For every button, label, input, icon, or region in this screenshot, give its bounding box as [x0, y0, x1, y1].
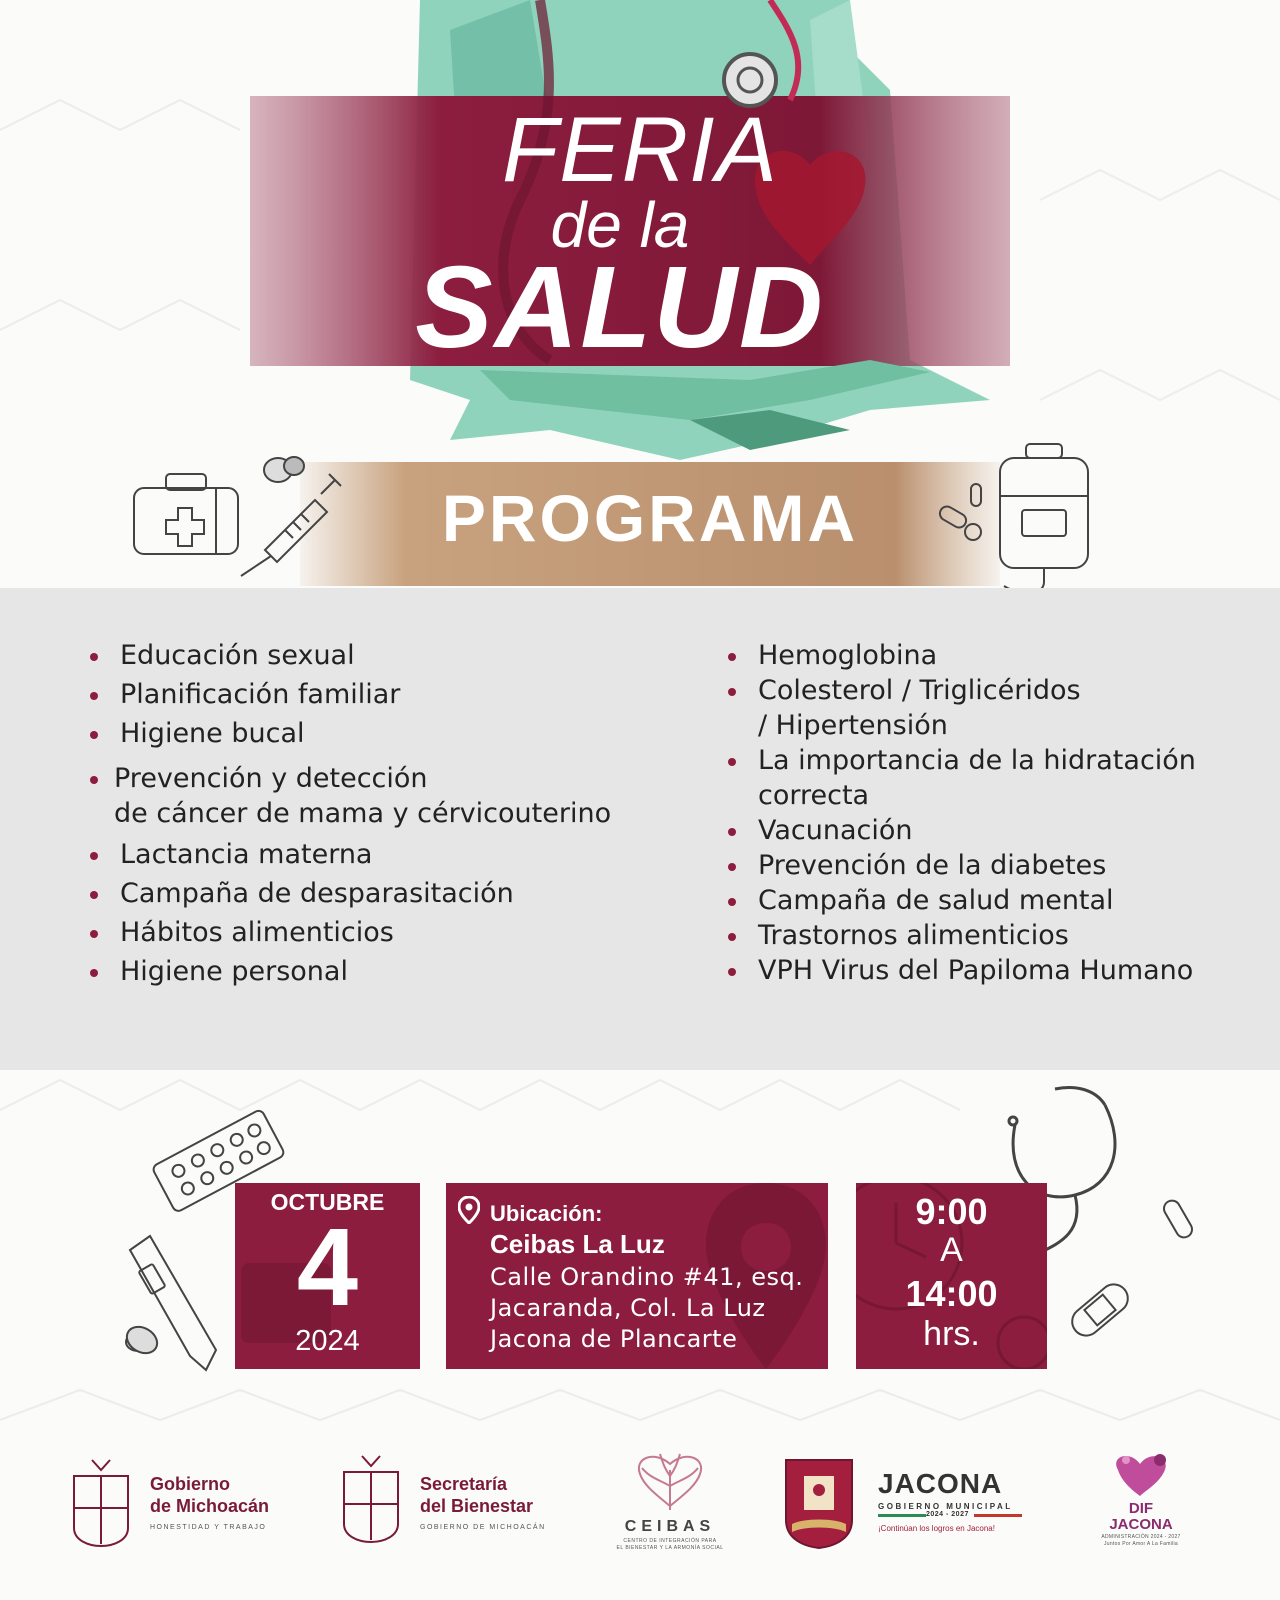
title-de-la: de la — [550, 189, 690, 261]
michoacan-line1: Gobierno — [150, 1474, 230, 1494]
list-item: Trastornos alimenticios — [728, 918, 1248, 953]
logo-gobierno-michoacan — [70, 1450, 290, 1560]
list-item: Campaña de salud mental — [728, 883, 1248, 918]
heart-family-icon — [1110, 1450, 1174, 1500]
jacona-name: JACONA — [878, 1468, 1003, 1499]
list-item-label: Prevención y detección — [114, 763, 428, 794]
logo-dif-jacona — [1086, 1450, 1196, 1560]
location-place: Ceibas La Luz — [490, 1229, 665, 1259]
first-aid-kit-icon — [130, 470, 245, 560]
list-item: Higiene personal — [90, 954, 650, 989]
dif-line1: DIF — [1128, 1500, 1154, 1517]
program-list — [0, 588, 1280, 1070]
ceibas-name: CEIBAS — [624, 1518, 716, 1535]
list-item: Educación sexual — [90, 638, 650, 673]
event-month: OCTUBRE — [270, 1189, 385, 1215]
iv-bag-icon — [990, 440, 1100, 600]
dif-line2: JACONA — [1109, 1516, 1173, 1533]
dif-sub2: Juntos Por Amor A La Familia — [1104, 1541, 1178, 1547]
bienestar-line1: Secretaría — [420, 1474, 508, 1494]
list-item-label: La importancia de la hidratación — [758, 745, 1196, 776]
program-column-right — [728, 638, 1248, 988]
list-item — [90, 761, 650, 831]
bienestar-sub: GOBIERNO DE MICHOACÁN — [420, 1524, 546, 1531]
list-item: Prevención de la diabetes — [728, 848, 1248, 883]
shield-icon — [780, 1450, 858, 1550]
address-line: Calle Orandino #41, esq. — [490, 1263, 804, 1291]
list-item-continuation: correcta — [758, 780, 870, 811]
bienestar-line2: del Bienestar — [420, 1496, 534, 1516]
program-column-left — [90, 638, 650, 989]
list-item: Vacunación — [728, 813, 1248, 848]
list-item: Lactancia materna — [90, 837, 650, 872]
logo-secretaria-bienestar — [340, 1450, 560, 1560]
list-item: Higiene bucal — [90, 716, 650, 751]
jacona-years: 2024 - 2027 — [926, 1511, 969, 1518]
michoacan-sub: HONESTIDAD Y TRABAJO — [150, 1524, 267, 1531]
dif-sub1: ADMINISTRACIÓN 2024 - 2027 — [1101, 1534, 1181, 1540]
list-item: Hemoglobina — [728, 638, 1248, 673]
address-line: Jacona de Plancarte — [490, 1325, 738, 1353]
pills-icon — [1160, 1195, 1200, 1245]
logo-ceibas — [610, 1450, 730, 1560]
title-salud: SALUD — [415, 242, 825, 372]
shield-icon — [70, 1454, 132, 1550]
list-item-continuation: / Hipertensión — [758, 710, 948, 741]
event-location-box — [446, 1183, 828, 1369]
list-item: VPH Virus del Papiloma Humano — [728, 953, 1248, 988]
section-title-programa: PROGRAMA — [441, 481, 859, 555]
list-item-label: Colesterol / Triglicéridos — [758, 675, 1081, 706]
time-start: 9:00 — [915, 1191, 988, 1232]
bandage-icon — [1060, 1270, 1140, 1350]
tree-heart-icon — [630, 1450, 710, 1514]
event-time-box — [856, 1183, 1047, 1369]
location-pin-icon — [458, 1196, 480, 1224]
list-item: Hábitos alimenticios — [90, 915, 650, 950]
jacona-sub: GOBIERNO MUNICIPAL — [878, 1502, 1013, 1511]
michoacan-line2: de Michoacán — [150, 1496, 270, 1516]
pills-icon — [935, 480, 995, 550]
location-heading: Ubicación: — [490, 1201, 603, 1226]
logo-jacona — [780, 1450, 1030, 1560]
ceibas-sub2: EL BIENESTAR Y LA ARMONÍA SOCIAL — [616, 1545, 724, 1551]
list-item: Planificación familiar — [90, 677, 650, 712]
event-day: 4 — [296, 1206, 359, 1329]
pills-icon — [122, 1320, 162, 1360]
time-unit: hrs. — [923, 1315, 980, 1353]
list-item — [728, 673, 1248, 743]
shield-icon — [340, 1450, 402, 1546]
ceibas-sub1: CENTRO DE INTEGRACIÓN PARA — [623, 1538, 717, 1544]
list-item-continuation: de cáncer de mama y cérvicouterino — [114, 798, 612, 829]
time-separator: A — [940, 1231, 963, 1269]
event-year: 2024 — [295, 1325, 360, 1357]
address-line: Jacaranda, Col. La Luz — [490, 1294, 766, 1322]
list-item: Campaña de desparasitación — [90, 876, 650, 911]
time-end: 14:00 — [905, 1273, 998, 1314]
list-item — [728, 743, 1248, 813]
jacona-slogan: ¡Continúan los logros en Jacona! — [878, 1524, 995, 1533]
pills-icon — [260, 452, 306, 488]
title-feria: FERIA — [502, 99, 778, 201]
hero — [250, 0, 1010, 470]
event-date-box — [235, 1183, 420, 1369]
